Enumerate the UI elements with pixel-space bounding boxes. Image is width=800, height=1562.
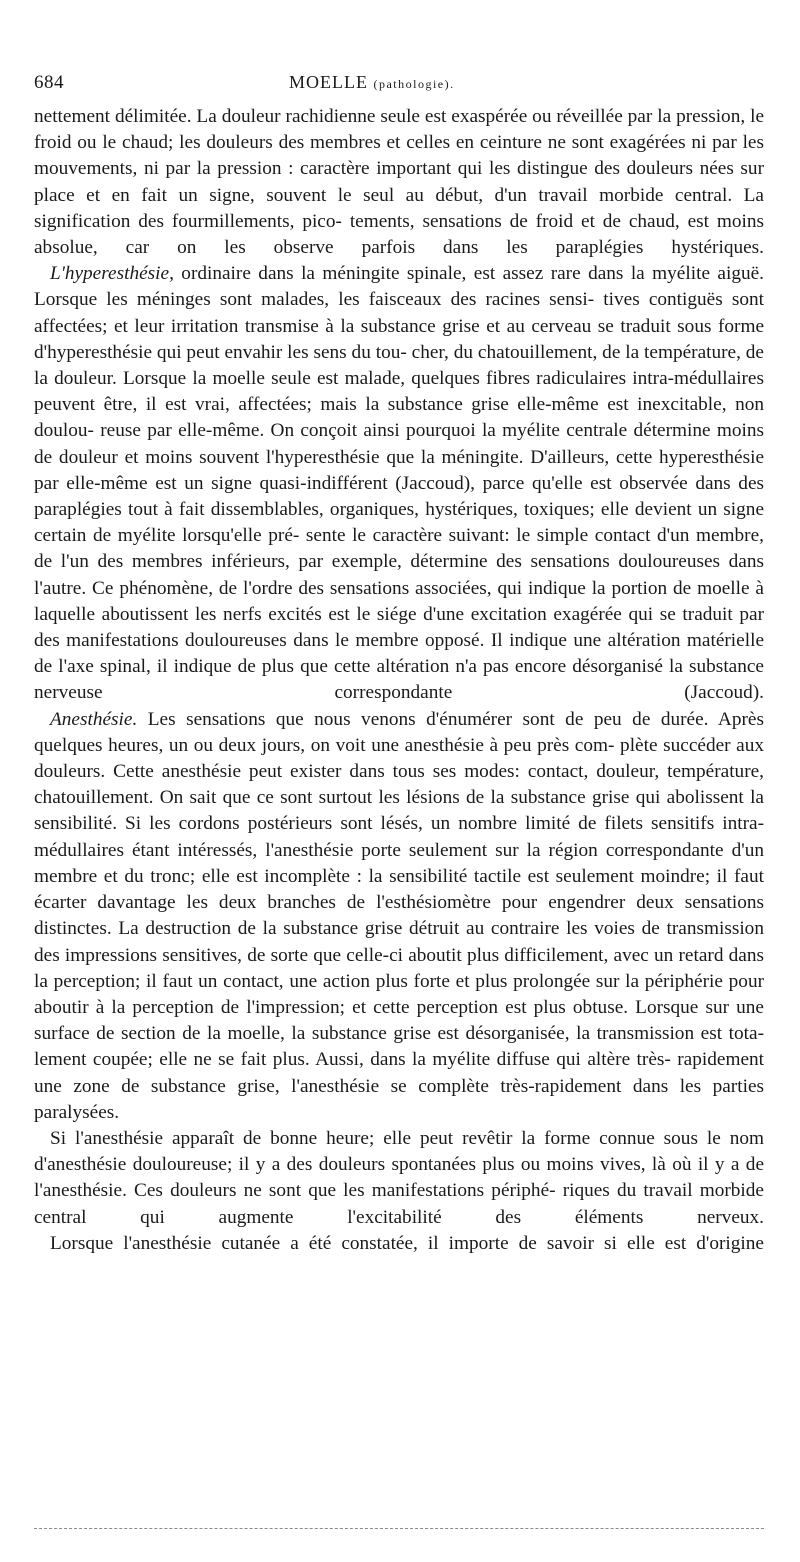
page-number: 684 [34, 72, 64, 93]
text-line: dans les parties paralysées. [34, 1075, 765, 1123]
text-line: Les sensations que nous venons d'énumérer sont de peu de durée. [137, 708, 709, 730]
text-line: au cerveau se traduit sous forme d'hyperesthésie qui peut envahir les sens du tou- [34, 315, 765, 363]
text-line: rapidement une zone de substance grise, l'anesthésie se complète très-rapidement [34, 1049, 764, 1097]
text-line: l'anesthésie porte seulement sur la région correspondante d'un membre et du [34, 839, 764, 887]
text-line: reuse par elle-même. On conçoit ainsi pourquoi la myélite centrale détermine [100, 420, 711, 442]
text-line: section de la moelle, la substance grise est désorganisée, la transmission est tota- [121, 1023, 764, 1045]
text-line: moins de douleur et moins souvent l'hyperesthésie que la méningite. D'ailleurs, [34, 420, 764, 468]
text-line: écarter davantage les deux branches de l'esthésiomètre pour engendrer deux [34, 892, 674, 914]
text-line: la pression, le froid ou le chaud; les douleurs des membres et celles en ceinture [34, 106, 764, 154]
text-line: sente le caractère suivant: le simple contact d'un membre, de l'un des membres [34, 525, 764, 573]
text-line: voies de transmission des impressions sensitives, de sorte que celle-ci aboutit plus [34, 918, 764, 966]
text-line: qui les distingue des douleurs nées sur place et en fait un signe, souvent le seul [34, 158, 764, 206]
running-head [289, 72, 455, 93]
text-line: difficilement, avec un retard dans la perception; il faut un contact, une action [34, 944, 765, 992]
running-head-parenthetical: (pathologie). [373, 77, 455, 91]
text-line: plus forte et plus prolongée sur la périphérie pour aboutir à la perception de [34, 970, 765, 1018]
text-line: traduit par des manifestations douloureuses dans le membre opposé. Il indique une [34, 603, 764, 652]
text-line: parfois dans les paraplégies hystériques. [361, 237, 764, 259]
paragraph [34, 104, 764, 261]
page-header [34, 60, 764, 96]
section-label: Anesthésie. [50, 708, 138, 730]
paragraph-hyperesthesie [34, 261, 764, 706]
footer-dashed-rule [34, 1528, 764, 1529]
text-line: le nom d'anesthésie douloureuse; il y a des douleurs spontanées plus ou moins [34, 1127, 764, 1176]
text-line: inférieurs, par exemple, détermine des sensations douloureuses dans l'autre. Ce [34, 551, 765, 599]
text-line: lésions de la substance grise qui abolissent la sensibilité. Si les cordons postérieurs [34, 787, 764, 835]
text-line: au début, d'un travail morbide central. La signification des fourmillements, pico- [34, 184, 764, 232]
text-line: Après quelques heures, un ou deux jours, on voit une anesthésie à peu près com- [34, 708, 764, 756]
page [34, 60, 764, 1257]
text-line: lement coupée; elle ne se fait plus. Aussi, dans la myélite diffuse qui altère très- [34, 1049, 671, 1071]
text-line: phénomène, de l'ordre des sensations associées, qui indique la portion de moelle à [119, 577, 764, 599]
text-line: ordinaire dans la méningite spinale, est assez rare dans la [173, 263, 645, 285]
text-line: myélite aiguë. Lorsque les méninges sont malades, les faisceaux des racines sensi- [34, 263, 764, 311]
text-line: Lorsque l'anesthésie cutanée a été constatée, il importe de savoir si elle est d'origine [50, 1232, 764, 1254]
paragraph-anesthesie [34, 707, 764, 1126]
text-line: laquelle aboutissent les nerfs excités est le siége d'une excitation exagérée qui se [34, 603, 676, 625]
paragraph [34, 1126, 764, 1231]
text-line: riques du travail morbide central qui augmente l'excitabilité des éléments nerveux. [34, 1180, 764, 1228]
text-line: est vrai, affectées; mais la substance grise elle-même est inexcitable, non doulou- [34, 394, 764, 442]
text-line: vives, là où il y a de l'anesthésie. Ces douleurs ne sont que les manifestations périphé- [34, 1154, 765, 1202]
section-label: L'hyperesthésie, [50, 263, 174, 285]
text-line: tives contiguës sont affectées; et leur irritation transmise à la substance grise et [34, 289, 764, 337]
text-line: l'impression; et cette perception est plus obtuse. Lorsque sur une surface de [34, 996, 764, 1045]
text-line: sensations distinctes. La destruction de la substance grise détruit au contraire les [34, 892, 764, 940]
text-line: plète succéder aux douleurs. Cette anesthésie peut exister dans tous ses modes: [34, 734, 764, 783]
text-line: altération matérielle de l'axe spinal, il indique de plus que cette altération n'a pas [34, 630, 764, 678]
paragraph [34, 1231, 764, 1257]
text-line: tronc; elle est incomplète : la sensibilité tactile est seulement moindre; il faut [150, 865, 764, 887]
text-line: cher, du chatouillement, de la température, de la douleur. Lorsque la moelle [34, 341, 764, 390]
text-line: seule est malade, quelques fibres radiculaires intra-médullaires peuvent être, il [34, 368, 764, 416]
text-line: ne sont exagérées ni par les mouvements, ni par la pression : caractère important [34, 132, 764, 180]
running-head-title: MOELLE [289, 72, 368, 92]
text-line: nettement délimitée. La douleur rachidienne seule est exaspérée ou réveillée par [34, 106, 653, 127]
text-line: cette hyperesthésie par elle-même est un signe quasi-indifférent (Jaccoud), parce [34, 446, 764, 494]
text-line: contact, douleur, température, chatouillement. On sait que ce sont surtout les [34, 761, 765, 809]
text-line: sont lésés, un nombre limité de filets sensitifs intra-médullaires étant intéressés, [34, 813, 765, 861]
text-line: hystériques, toxiques; elle devient un signe certain de myélite lorsqu'elle pré- [34, 499, 764, 547]
body-text [34, 104, 764, 1257]
text-line: qu'elle est observée dans des paraplégies tout à fait dissemblables, organiques, [34, 472, 765, 521]
text-line: Si l'anesthésie apparaît de bonne heure; elle peut revêtir la forme connue sous [50, 1127, 698, 1149]
text-line: tements, sensations de froid et de chaud, est moins absolue, car on les observe [34, 210, 765, 259]
text-line: encore désorganisé la substance nerveuse correspondante (Jaccoud). [34, 656, 764, 704]
